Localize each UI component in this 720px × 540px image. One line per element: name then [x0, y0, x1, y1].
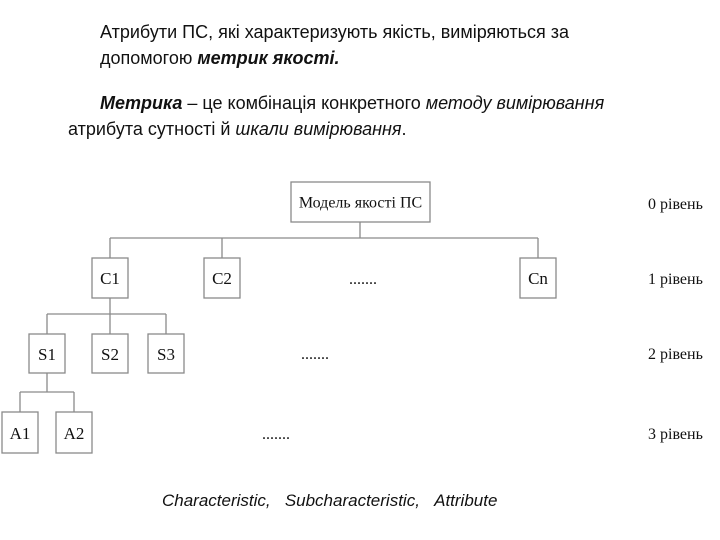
term-measurement-scale: шкали вимірювання [235, 119, 402, 139]
node-s3 [148, 334, 184, 373]
paragraph-1-line-1: Атрибути ПС, які характеризують якість, виміряються за [100, 22, 570, 42]
node-cn-label: Cn [528, 269, 548, 288]
node-c2-label: C2 [212, 269, 232, 288]
ellipsis-level-2: ....... [301, 346, 329, 363]
node-c1 [92, 258, 128, 298]
node-a2 [56, 412, 92, 453]
paragraph-1-text: допомогою [100, 48, 198, 68]
level-3-label: 3 рівень [648, 426, 703, 443]
node-s1 [29, 334, 65, 373]
level-2-label: 2 рівень [648, 346, 703, 363]
ellipsis-level-3: ....... [262, 426, 290, 443]
node-s2 [92, 334, 128, 373]
term-metric: Метрика [100, 93, 183, 113]
node-s1-label: S1 [38, 345, 56, 364]
node-root [291, 182, 430, 222]
paragraph-2-period: . [401, 119, 407, 139]
legend-subcharacteristic: Subcharacteristic, [284, 491, 420, 510]
node-s3-label: S3 [157, 345, 175, 364]
paragraph-2-text: – це комбінація конкретного [182, 93, 426, 113]
level-0-label: 0 рівень [648, 196, 703, 213]
paragraph-2-text-cont: атрибута сутності й [68, 119, 236, 139]
level-1-label: 1 рівень [648, 271, 703, 288]
legend-attribute: Attribute [434, 491, 498, 510]
node-s2-label: S2 [101, 345, 119, 364]
node-a1-label: A1 [9, 424, 31, 443]
node-c1-label: C1 [100, 269, 120, 288]
node-a1 [2, 412, 38, 453]
node-cn [520, 258, 556, 298]
term-quality-metrics: метрик якості. [197, 48, 340, 68]
node-c2 [204, 258, 240, 298]
ellipsis-level-1: ....... [349, 271, 377, 288]
node-a2-label: A2 [63, 424, 85, 443]
term-measurement-method: методу вимірювання [425, 93, 605, 113]
node-root-label: Модель якості ПС [298, 194, 423, 212]
legend-characteristic: Characteristic, [162, 491, 271, 510]
legend [162, 491, 497, 511]
